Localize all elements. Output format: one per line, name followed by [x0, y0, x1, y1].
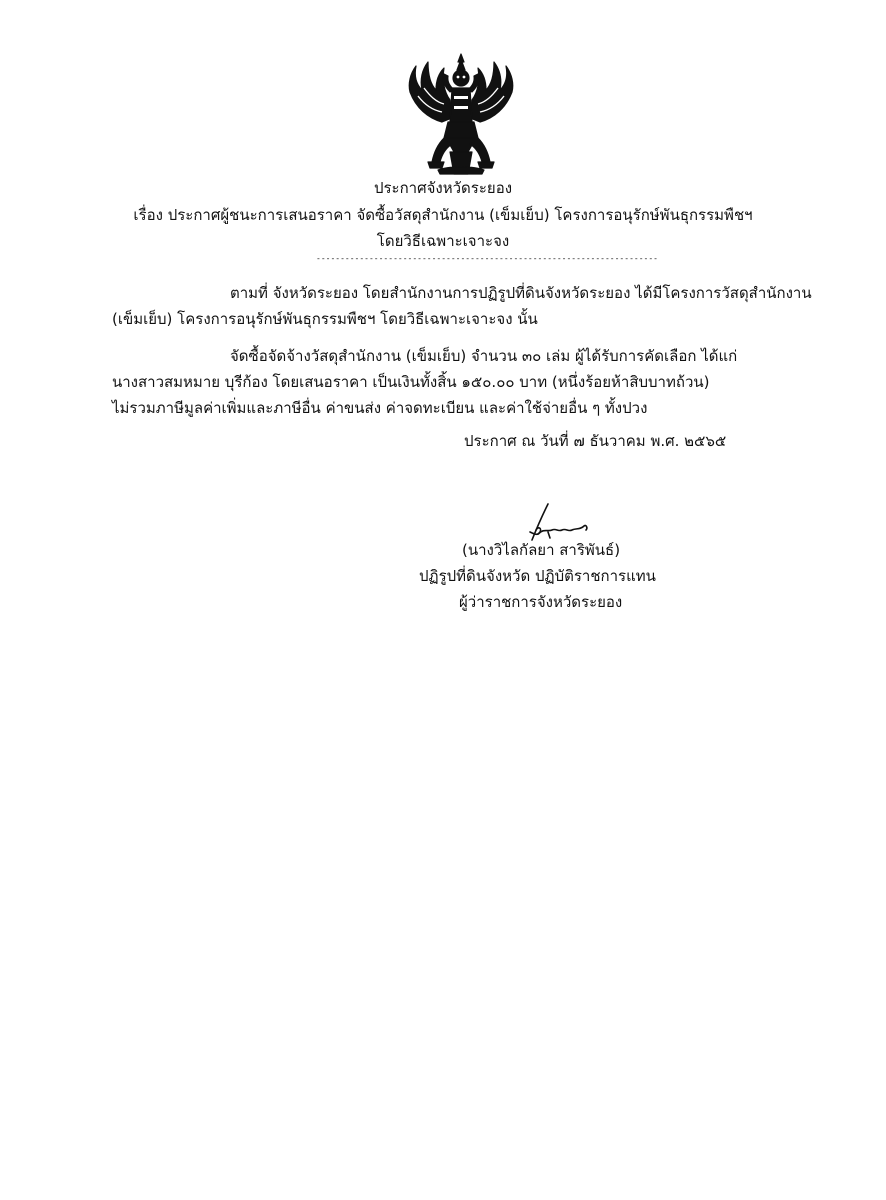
paragraph-2-line-2: นางสาวสมหมาย บุรีก้อง โดยเสนอราคา เป็นเงินทั้งสิ้น ๑๕๐.๐๐ บาท (หนึ่งร้อยห้าสิบบาทถ้วน)	[112, 373, 710, 391]
garuda-emblem-icon	[398, 52, 524, 176]
paragraph-2-line-1: จัดซื้อจัดจ้างวัสดุสำนักงาน (เข็มเย็บ) จำนวน ๓๐ เล่ม ผู้ได้รับการคัดเลือก ได้แก่	[230, 347, 738, 365]
procurement-method: โดยวิธีเฉพาะเจาะจง	[376, 232, 510, 250]
paragraph-1-line-2: (เข็มเย็บ) โครงการอนุรักษ์พันธุกรรมพืชฯ โดยวิธีเฉพาะเจาะจง นั้น	[112, 310, 538, 328]
paragraph-1-line-1: ตามที่ จังหวัดระยอง โดยสำนักงานการปฏิรูปที่ดินจังหวัดระยอง ได้มีโครงการวัสดุสำนักงาน	[230, 284, 812, 302]
signatory-position: ปฏิรูปที่ดินจังหวัด ปฏิบัติราชการแทน	[419, 567, 656, 585]
signatory-authority: ผู้ว่าราชการจังหวัดระยอง	[459, 593, 623, 611]
header-divider: -----------------------------------------------------------------------	[316, 254, 658, 263]
announcement-date: ประกาศ ณ วันที่ ๗ ธันวาคม พ.ศ. ๒๕๖๕	[464, 432, 727, 450]
handwritten-signature-icon	[524, 502, 594, 544]
announcement-subject: เรื่อง ประกาศผู้ชนะการเสนอราคา จัดซื้อวัสดุสำนักงาน (เข็มเย็บ) โครงการอนุรักษ์พันธุกรรมพืชฯ	[133, 206, 753, 224]
paragraph-2-line-3: ไม่รวมภาษีมูลค่าเพิ่มและภาษีอื่น ค่าขนส่ง ค่าจดทะเบียน และค่าใช้จ่ายอื่น ๆ ทั้งปวง	[112, 399, 648, 417]
signatory-name: (นางวิไลกัลยา สาริพันธ์)	[462, 541, 621, 559]
announcement-title: ประกาศจังหวัดระยอง	[373, 179, 513, 197]
